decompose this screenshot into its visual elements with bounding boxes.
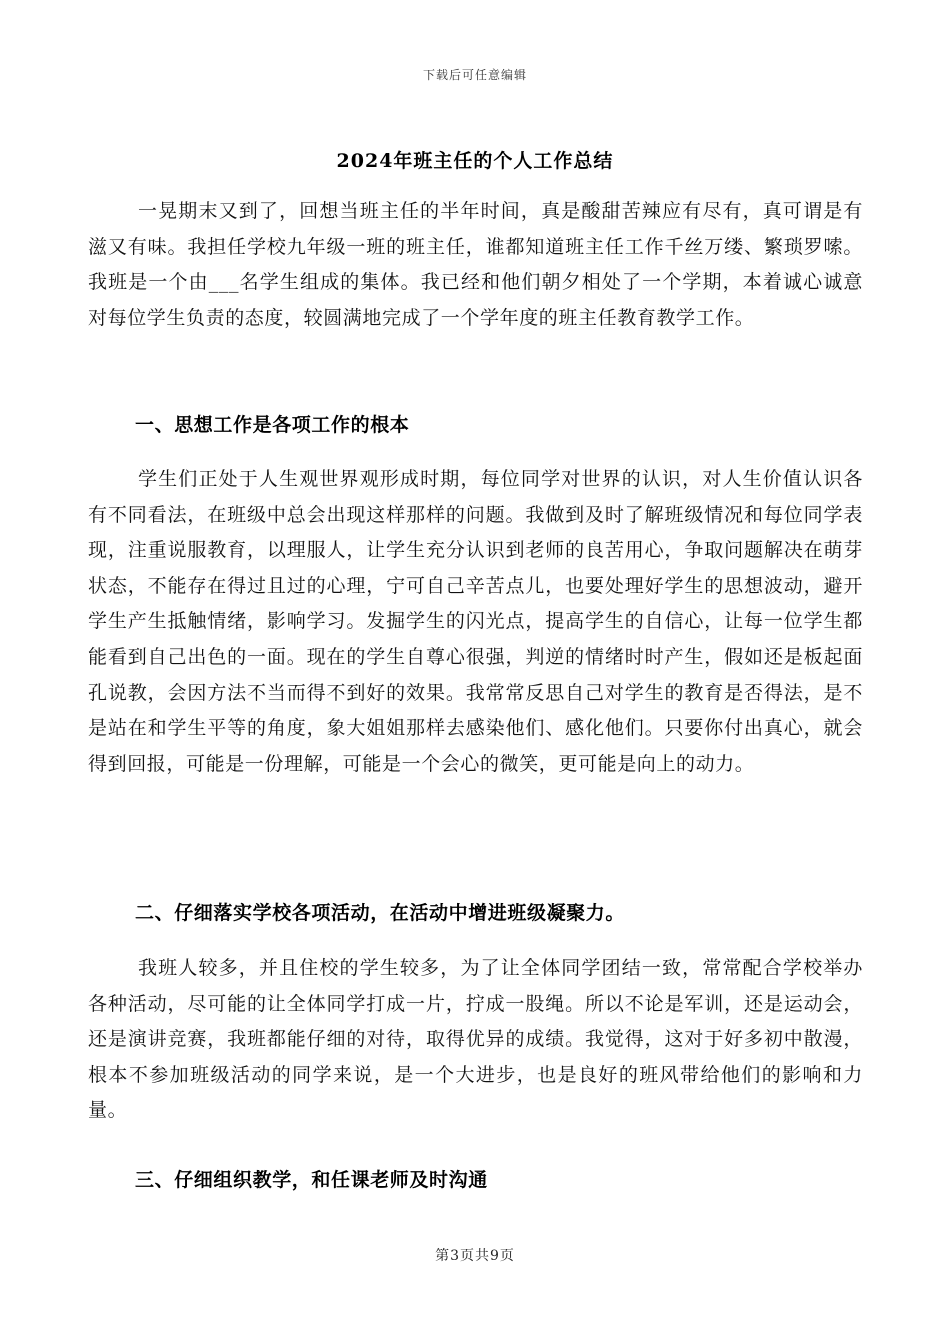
section-heading-1: 一、思想工作是各项工作的根本 <box>135 414 410 436</box>
section-heading-2: 二、仔细落实学校各项活动，在活动中增进班级凝聚力。 <box>135 902 626 924</box>
section-heading-3: 三、仔细组织教学，和任课老师及时沟通 <box>135 1169 488 1191</box>
intro-paragraph: 一晃期末又到了，回想当班主任的半年时间，真是酸甜苦辣应有尽有，真可谓是有滋又有味。我担任学校九年级一班的班主任，谁都知道班主任工作千丝万缕、繁琐罗嗦。我班是一个由___名学生组成的集体。我已经和他们朝夕相处了一个学期，本着诚心诚意对每位学生负责的态度，较圆满地完成了一个学年度的班主任教育教学工作。 <box>88 200 863 329</box>
section-paragraph-1: 学生们正处于人生观世界观形成时期，每位同学对世界的认识，对人生价值认识各有不同看法，在班级中总会出现这样那样的问题。我做到及时了解班级情况和每位同学表现，注重说服教育，以理服人，让学生充分认识到老师的良苦用心，争取问题解决在萌芽状态，不能存在得过且过的心理，宁可自己辛苦点儿，也要处理好学生的思想波动，避开学生产生抵触情绪，影响学习。发掘学生的闪光点，提高学生的自信心，让每一位学生都能看到自己出色的一面。现在的学生自尊心很强，判逆的情绪时时产生，假如还是板起面孔说教，会因方法不当而得不到好的效果。我常常反思自己对学生的教育是否得法，是不是站在和学生平等的角度，象大姐姐那样去感染他们、感化他们。只要你付出真心，就会得到回报，可能是一份理解，可能是一个会心的微笑，更可能是向上的动力。 <box>88 468 863 775</box>
page-footer: 第3页共9页 <box>435 1248 515 1264</box>
header-note: 下载后可任意编辑 <box>422 68 527 82</box>
document-title: 2024年班主任的个人工作总结 <box>336 150 614 172</box>
section-paragraph-2: 我班人较多，并且住校的学生较多，为了让全体同学团结一致，常常配合学校举办各种活动，尽可能的让全体同学打成一片，拧成一股绳。所以不论是军训，还是运动会，还是演讲竞赛，我班都能仔细的对待，取得优异的成绩。我觉得，这对于好多初中散漫，根本不参加班级活动的同学来说，是一个大进步，也是良好的班风带给他们的影响和力量。 <box>88 957 863 1122</box>
